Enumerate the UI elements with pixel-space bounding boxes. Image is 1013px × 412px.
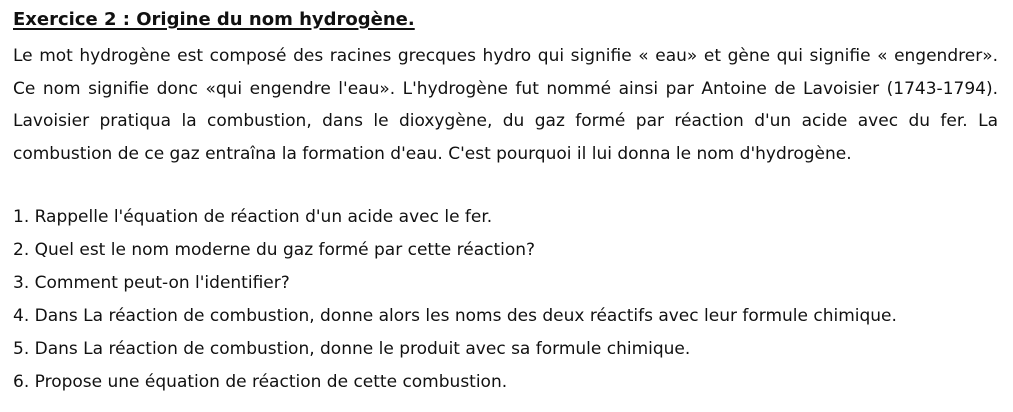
question-item: 5. Dans La réaction de combustion, donne le produit avec sa formule chimique.	[13, 339, 691, 359]
question-item: 1. Rappelle l'équation de réaction d'un acide avec le fer.	[13, 207, 493, 227]
question-item: 6. Propose une équation de réaction de cette combustion.	[13, 372, 508, 392]
question-item: 4. Dans La réaction de combustion, donne alors les noms des deux réactifs avec leur formule chimique.	[13, 306, 897, 326]
exercise-title: Exercice 2 : Origine du nom hydrogène.	[13, 9, 415, 30]
question-item: 3. Comment peut-on l'identifier?	[13, 273, 290, 293]
intro-paragraph: Le mot hydrogène est composé des racines grecques hydro qui signifie « eau» et gène qui signifie « engendrer». Ce nom signifie donc «qui engendre l'eau». L'hydrogène fut nommé ainsi par Antoine de Lavoisier (1743-1794). Lavoisier pratiqua la combustion, dans le dioxygène, du gaz formé par réaction d'un acide avec du fer. La combustion de ce gaz entraîna la formation d'eau. C'est pourquoi il lui donna le nom d'hydrogène.	[13, 46, 998, 165]
question-item: 2. Quel est le nom moderne du gaz formé par cette réaction?	[13, 240, 536, 260]
question-list	[13, 201, 897, 399]
